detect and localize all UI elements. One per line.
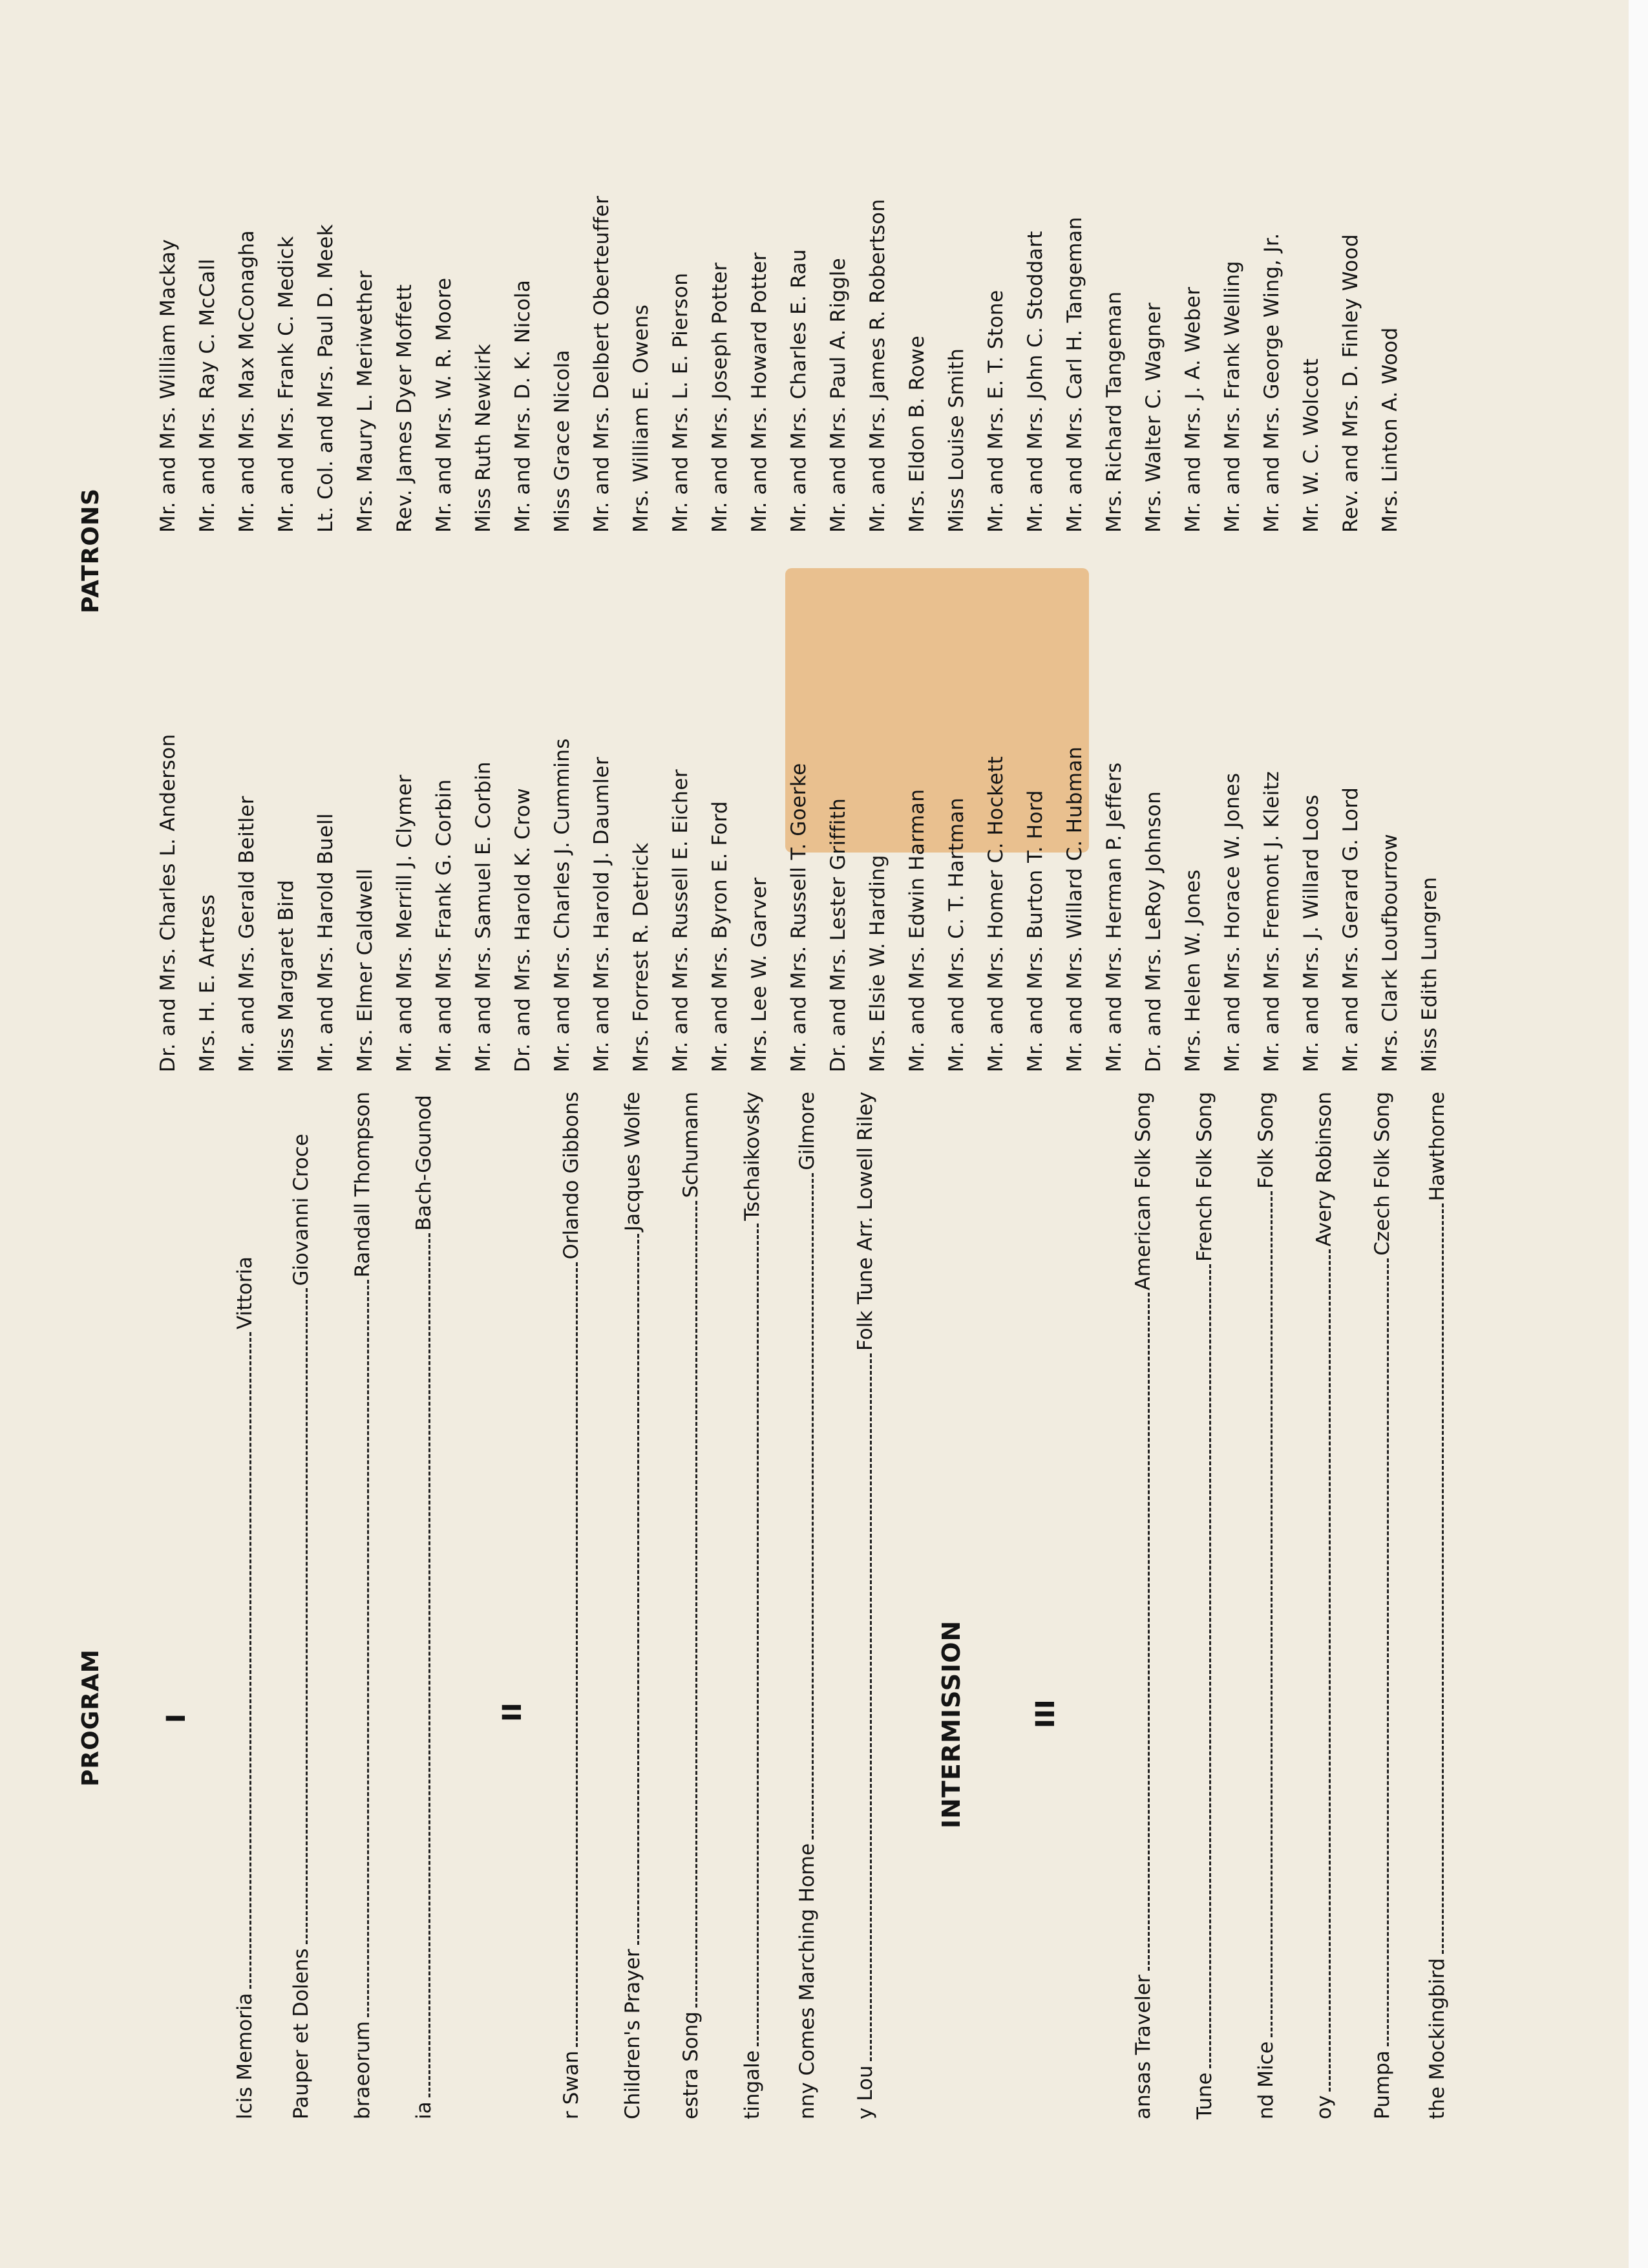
patron-name: Mr. and Mrs. William Mackay <box>156 238 180 533</box>
patron-name: Mr. and Mrs. E. T. Stone <box>984 290 1008 533</box>
leader-dots <box>306 1289 308 1945</box>
piece-title: lcis Memoria <box>233 1993 257 2119</box>
composer: American Folk Song <box>1132 1092 1155 1291</box>
piece-title: ansas Traveler <box>1132 1975 1155 2119</box>
patron-name: Mr. and Mrs. Harold J. Daumler <box>590 756 613 1072</box>
patron-name: Rev. James Dyer Moffett <box>393 284 416 533</box>
patron-name: Mrs. Lee W. Garver <box>748 877 771 1072</box>
leader-dots <box>428 1233 430 2097</box>
patron-name: Mr. and Mrs. Howard Potter <box>748 252 771 533</box>
piece-title: ia <box>412 2101 436 2119</box>
leader-dots <box>1329 1249 1331 2092</box>
patron-name: Mr. and Mrs. J. A. Weber <box>1181 286 1205 533</box>
leader-dots <box>757 1224 759 2046</box>
patron-name: Mr. and Mrs. Russell E. Eicher <box>669 768 692 1072</box>
piece-title: tingale <box>741 2050 764 2119</box>
leader-dots <box>695 1201 697 2008</box>
leader-dots <box>1442 1203 1444 1954</box>
piece-title: r Swan <box>560 2050 583 2119</box>
patron-name: Mr. and Mrs. Frank C. Medick <box>275 235 298 533</box>
patron-name: Mr. and Mrs. Joseph Potter <box>708 262 732 533</box>
patron-name: Mr. and Mrs. James R. Robertson <box>866 198 889 533</box>
patron-name: Mrs. Maury L. Meriwether <box>354 270 377 533</box>
scan-edge <box>1629 0 1648 2268</box>
program-item <box>223 1256 257 2119</box>
patron-name: Mrs. H. E. Artress <box>196 894 219 1072</box>
section-label-i: I <box>162 1713 191 1723</box>
patron-name: Miss Margaret Bird <box>275 879 298 1072</box>
program-item <box>1302 1092 1336 2119</box>
patron-name: Mr. and Mrs. Willard C. Hubman <box>1063 746 1086 1072</box>
program-item <box>669 1092 703 2119</box>
composer: Czech Folk Song <box>1371 1092 1394 1256</box>
program-item <box>279 1134 313 2119</box>
patron-name: Mr. and Mrs. Gerard G. Lord <box>1339 787 1362 1072</box>
program-item <box>341 1092 374 2119</box>
composer: Schumann <box>679 1092 703 1198</box>
patron-name: Mr. and Mrs. Carl H. Tangeman <box>1063 217 1086 533</box>
patron-name: Mr. and Mrs. Frank Welling <box>1221 260 1244 533</box>
composer: Orlando Gibbons <box>560 1092 583 1260</box>
patron-name: Mrs. Helen W. Jones <box>1181 869 1205 1072</box>
patron-name: Mr. and Mrs. Paul A. Riggle <box>827 257 850 533</box>
piece-title: oy <box>1313 2095 1336 2119</box>
patron-name: Mrs. William E. Owens <box>629 304 653 533</box>
patron-name: Dr. and Mrs. Lester Griffith <box>827 798 850 1072</box>
piece-title: the Mockingbird <box>1426 1958 1449 2119</box>
piece-title: Pauper et Dolens <box>290 1948 313 2119</box>
patron-name: Mr. W. C. Wolcott <box>1300 358 1323 533</box>
patron-name: Mr. and Mrs. D. K. Nicola <box>511 279 534 533</box>
composer: Bach-Gounod <box>412 1095 436 1231</box>
patron-name: Mr. and Mrs. John C. Stoddart <box>1024 230 1047 533</box>
program-item <box>1121 1092 1155 2119</box>
patron-name: Mr. and Mrs. J. Willard Loos <box>1300 794 1323 1072</box>
composer: Jacques Wolfe <box>621 1092 644 1231</box>
patron-name: Mr. and Mrs. Charles J. Cummins <box>551 737 574 1072</box>
piece-title: estra Song <box>679 2011 703 2119</box>
program-item <box>549 1092 583 2119</box>
patron-name: Miss Edith Lungren <box>1418 876 1441 1072</box>
patron-name: Mr. and Mrs. Fremont J. Kleitz <box>1260 770 1284 1072</box>
piece-title: braeorum <box>351 2020 374 2119</box>
patron-name: Lt. Col. and Mrs. Paul D. Meek <box>314 224 337 533</box>
intermission-label: INTERMISSION <box>937 1620 966 1828</box>
composer: Hawthorne <box>1426 1092 1449 1202</box>
composer: Avery Robinson <box>1313 1092 1336 1247</box>
patrons-heading: PATRONS <box>78 487 104 613</box>
composer: Folk Song <box>1254 1092 1278 1189</box>
leader-dots <box>249 1332 251 1989</box>
leader-dots <box>812 1173 814 1839</box>
patron-name: Mrs. Forrest R. Detrick <box>629 842 653 1072</box>
patron-name: Mrs. Eldon B. Rowe <box>905 335 929 533</box>
leader-dots <box>1209 1264 1211 2068</box>
program-item <box>1415 1092 1449 2119</box>
patron-name: Dr. and Mrs. Charles L. Anderson <box>156 734 180 1072</box>
piece-title: y Lou <box>854 2065 877 2119</box>
patron-name: Mrs. Walter C. Wagner <box>1142 302 1165 533</box>
piece-title: nd Mice <box>1254 2041 1278 2119</box>
program-item <box>1183 1092 1216 2119</box>
patron-name: Mr. and Mrs. Byron E. Ford <box>708 801 732 1072</box>
piece-title: Tune <box>1193 2072 1216 2119</box>
leader-dots <box>367 1280 369 2017</box>
piece-title: nny Comes Marching Home <box>796 1843 819 2119</box>
leader-dots <box>870 1353 872 2061</box>
patron-name: Mr. and Mrs. Merrill J. Clymer <box>393 774 416 1072</box>
composer: French Folk Song <box>1193 1092 1216 1262</box>
patron-name: Dr. and Mrs. Harold K. Crow <box>511 787 534 1072</box>
patron-name: Mrs. Elsie W. Harding <box>866 854 889 1072</box>
patron-name: Mr. and Mrs. Delbert Oberteuffer <box>590 195 613 533</box>
section-label-ii: II <box>498 1702 527 1722</box>
program-item <box>730 1092 764 2119</box>
patron-name: Miss Ruth Newkirk <box>472 343 495 533</box>
patron-name: Mrs. Linton A. Wood <box>1379 327 1402 533</box>
patron-name: Mr. and Mrs. C. T. Hartman <box>945 797 968 1072</box>
patron-name: Mr. and Mrs. Gerald Beitler <box>235 796 259 1072</box>
piece-title: Children's Prayer <box>621 1949 644 2119</box>
patron-name: Mr. and Mrs. Horace W. Jones <box>1221 772 1244 1072</box>
patron-name: Mrs. Richard Tangeman <box>1103 291 1126 533</box>
patron-name: Mr. and Mrs. Burton T. Hord <box>1024 790 1047 1072</box>
patron-name: Mr. and Mrs. George Wing, Jr. <box>1260 233 1284 533</box>
composer: Folk Tune Arr. Lowell Riley <box>854 1092 877 1351</box>
leader-dots <box>1148 1293 1150 1971</box>
program-item <box>611 1092 644 2119</box>
patron-name: Dr. and Mrs. LeRoy Johnson <box>1142 790 1165 1072</box>
patron-name: Mr. and Mrs. Charles E. Rau <box>787 249 810 533</box>
composer: Giovanni Croce <box>290 1134 313 1286</box>
composer: Tschaikovsky <box>741 1092 764 1221</box>
composer: Vittoria <box>233 1256 257 1330</box>
patron-name: Mr. and Mrs. Frank G. Corbin <box>432 779 456 1072</box>
composer: Randall Thompson <box>351 1092 374 1278</box>
patron-name: Mr. and Mrs. Harold Buell <box>314 812 337 1072</box>
section-label-iii: III <box>1031 1699 1061 1728</box>
leader-dots <box>1271 1191 1273 2037</box>
program-item <box>1360 1092 1394 2119</box>
patron-name: Mr. and Mrs. W. R. Moore <box>432 277 456 533</box>
leader-dots <box>1387 1258 1389 2047</box>
patron-name: Rev. and Mrs. D. Finley Wood <box>1339 233 1362 533</box>
program-item <box>785 1092 819 2119</box>
patron-name: Mr. and Mrs. Herman P. Jeffers <box>1103 762 1126 1072</box>
piece-title: Pumpa <box>1371 2050 1394 2119</box>
patron-name: Mr. and Mrs. Samuel E. Corbin <box>472 761 495 1072</box>
program-heading: PROGRAM <box>78 1649 104 1786</box>
program-item <box>402 1095 436 2119</box>
leader-dots <box>637 1234 639 1945</box>
patron-name: Mrs. Clark Loufbourrow <box>1379 833 1402 1072</box>
patron-name: Miss Louise Smith <box>945 348 968 533</box>
patron-name: Mrs. Elmer Caldwell <box>354 868 377 1072</box>
patron-name: Mr. and Mrs. Russell T. Goerke <box>787 763 810 1072</box>
patron-name: Mr. and Mrs. Homer C. Hockett <box>984 756 1008 1072</box>
patron-name: Mr. and Mrs. Ray C. McCall <box>196 259 219 533</box>
program-item <box>843 1092 877 2119</box>
patron-name: Mr. and Mrs. Max McConagha <box>235 229 259 533</box>
patron-name: Miss Grace Nicola <box>551 349 574 533</box>
composer: Gilmore <box>796 1092 819 1171</box>
patron-name: Mr. and Mrs. Edwin Harman <box>905 789 929 1072</box>
leader-dots <box>576 1262 578 2047</box>
patron-name: Mr. and Mrs. L. E. Pierson <box>669 272 692 533</box>
program-item <box>1244 1092 1278 2119</box>
